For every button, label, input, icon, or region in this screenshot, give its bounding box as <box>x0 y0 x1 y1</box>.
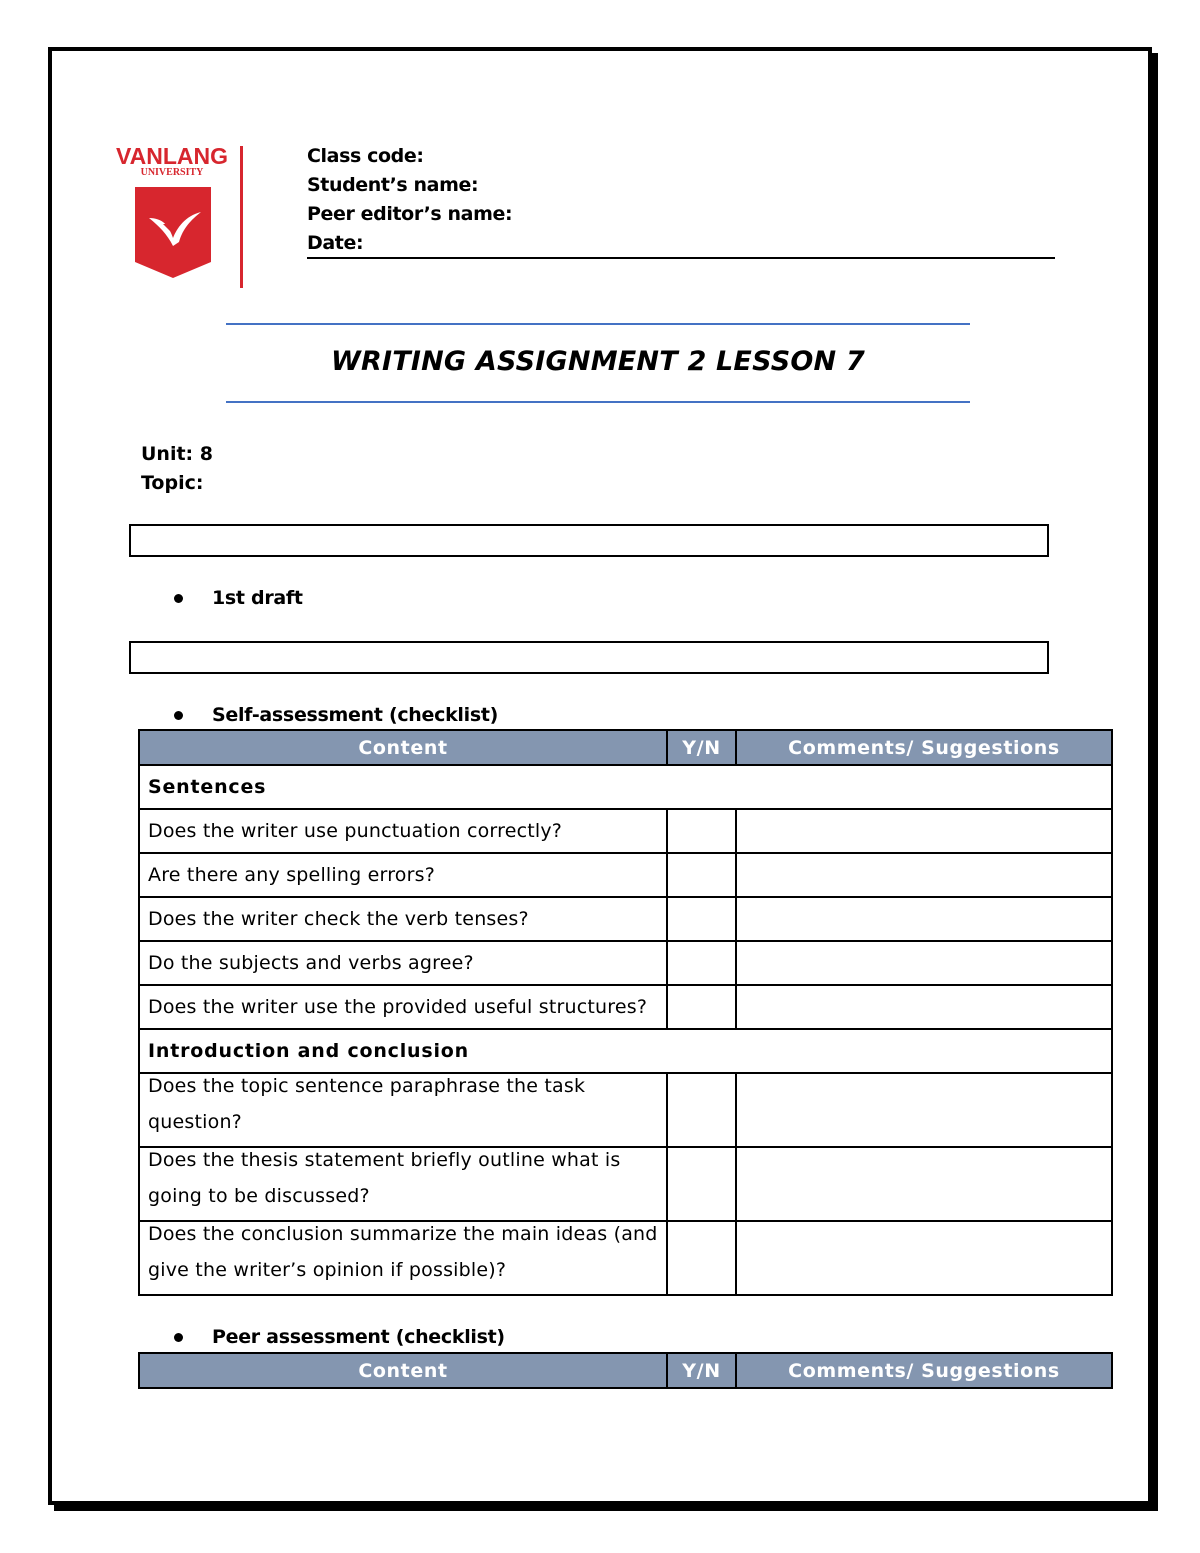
topic-box[interactable] <box>129 524 1049 557</box>
yn-cell[interactable] <box>667 1073 736 1147</box>
draft-label: 1st draft <box>212 587 303 609</box>
content-header: Content <box>139 730 667 765</box>
content-header: Content <box>139 1353 667 1388</box>
yn-cell[interactable] <box>667 941 736 985</box>
draft-bullet <box>174 587 303 609</box>
topic-label: Topic: <box>141 472 204 494</box>
question-text: Does the topic sentence paraphrase the task question? <box>148 1075 586 1133</box>
comment-cell[interactable] <box>736 1147 1112 1221</box>
date-label: Date: <box>307 232 364 254</box>
question-cell: Does the writer use punctuation correctly? <box>139 809 667 853</box>
logo-name: VANLANG <box>115 143 229 169</box>
question-cell: Are there any spelling errors? <box>139 853 667 897</box>
info-underline <box>307 257 1055 259</box>
peer-editor-label: Peer editor’s name: <box>307 203 513 225</box>
bullet-icon <box>174 594 183 603</box>
table-row <box>139 985 1112 1029</box>
title-rule-bottom <box>226 401 970 403</box>
logo-sub: UNIVERSITY <box>140 167 204 178</box>
question-cell <box>139 1147 667 1221</box>
comment-cell[interactable] <box>736 897 1112 941</box>
question-text: Does the conclusion summarize the main ideas (and give the writer’s opinion if possible)? <box>148 1223 658 1281</box>
peer-label: Peer assessment (checklist) <box>212 1326 505 1348</box>
peer-bullet <box>174 1326 505 1348</box>
unit-topic <box>141 440 213 498</box>
title-rule-top <box>226 323 970 325</box>
question-cell: Do the subjects and verbs agree? <box>139 941 667 985</box>
comments-header: Comments/ Suggestions <box>736 1353 1112 1388</box>
student-info <box>307 142 512 258</box>
table-row <box>139 941 1112 985</box>
yn-cell[interactable] <box>667 1147 736 1221</box>
yn-cell[interactable] <box>667 897 736 941</box>
question-cell: Does the writer use the provided useful structures? <box>139 985 667 1029</box>
unit-label: Unit: 8 <box>141 443 213 465</box>
table-header-row <box>139 730 1112 765</box>
table-row <box>139 1221 1112 1295</box>
table-row <box>139 809 1112 853</box>
comment-cell[interactable] <box>736 809 1112 853</box>
class-code-label: Class code: <box>307 145 424 167</box>
question-cell <box>139 1221 667 1295</box>
section-intro-conclusion: Introduction and conclusion <box>139 1029 1112 1073</box>
comment-cell[interactable] <box>736 853 1112 897</box>
self-label: Self-assessment (checklist) <box>212 704 499 726</box>
self-assessment-table <box>138 729 1113 1296</box>
yn-cell[interactable] <box>667 809 736 853</box>
draft-box[interactable] <box>129 641 1049 674</box>
comment-cell[interactable] <box>736 1073 1112 1147</box>
table-row <box>139 897 1112 941</box>
comment-cell[interactable] <box>736 985 1112 1029</box>
logo-divider <box>240 146 243 288</box>
comments-header: Comments/ Suggestions <box>736 730 1112 765</box>
yn-cell[interactable] <box>667 1221 736 1295</box>
yn-cell[interactable] <box>667 985 736 1029</box>
table-row <box>139 1147 1112 1221</box>
table-header-row <box>139 1353 1112 1388</box>
section-row <box>139 765 1112 809</box>
bullet-icon <box>174 711 183 720</box>
comment-cell[interactable] <box>736 1221 1112 1295</box>
student-name-label: Student’s name: <box>307 174 479 196</box>
bullet-icon <box>174 1333 183 1342</box>
table-row <box>139 853 1112 897</box>
question-cell: Does the writer check the verb tenses? <box>139 897 667 941</box>
section-sentences: Sentences <box>139 765 1112 809</box>
table-row <box>139 1073 1112 1147</box>
self-bullet <box>174 704 498 726</box>
yn-header: Y/N <box>667 1353 736 1388</box>
section-row <box>139 1029 1112 1073</box>
page-title: WRITING ASSIGNMENT 2 LESSON 7 <box>331 346 865 377</box>
question-text: Does the thesis statement briefly outline what is going to be discussed? <box>148 1149 621 1207</box>
yn-cell[interactable] <box>667 853 736 897</box>
question-cell <box>139 1073 667 1147</box>
peer-assessment-table <box>138 1352 1113 1389</box>
vanlang-logo <box>113 142 233 292</box>
yn-header: Y/N <box>667 730 736 765</box>
comment-cell[interactable] <box>736 941 1112 985</box>
